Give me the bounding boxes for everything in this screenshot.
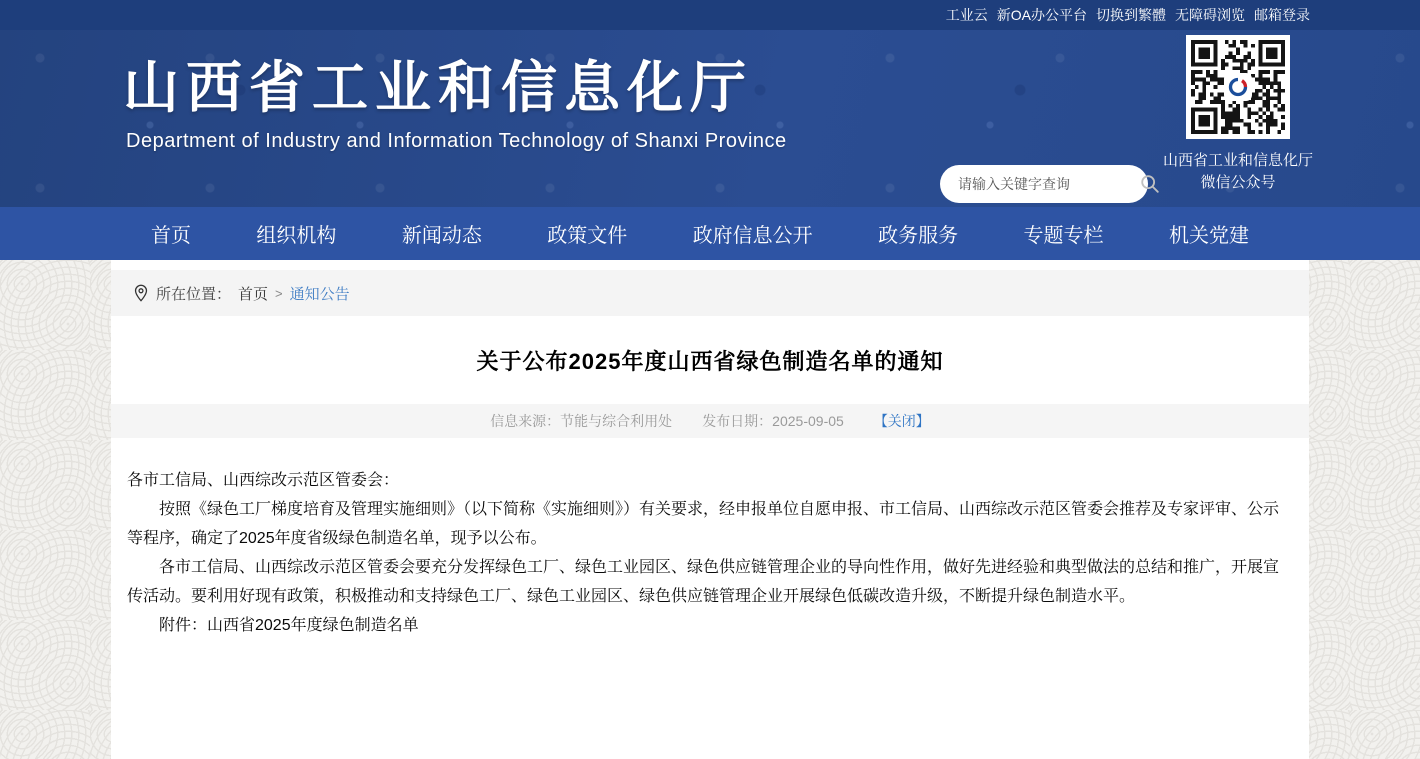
- top-utility-bar: [0, 0, 1420, 30]
- nav-item-news[interactable]: 新闻动态: [401, 225, 482, 247]
- qr-code: [1186, 35, 1290, 139]
- article-date: 发布日期：2025-09-05: [702, 413, 844, 429]
- wechat-qr-block: [1157, 35, 1319, 194]
- topbar-link-accessibility[interactable]: 无障碍浏览: [1175, 7, 1245, 23]
- location-pin-icon: [133, 284, 149, 302]
- breadcrumb: [111, 270, 1309, 316]
- article-title-band: [111, 316, 1309, 404]
- search-icon[interactable]: [1139, 173, 1161, 195]
- site-title: 山西省工业和信息化厅: [123, 56, 753, 119]
- paragraph-1: 按照《绿色工厂梯度培育及管理实施细则》（以下简称《实施细则》）有关要求，经申报单位自愿申报、市工信局、山西综改示范区管委会推荐及专家评审、公示等程序，确定了2025年度省级绿色制造名单，现予以公布。: [127, 501, 1280, 547]
- article-meta: [111, 404, 1309, 438]
- search-input[interactable]: [958, 176, 1139, 192]
- topbar-link-industry-cloud[interactable]: 工业云: [945, 7, 988, 23]
- breadcrumb-separator: >: [275, 285, 283, 301]
- breadcrumb-label: 所在位置：: [156, 285, 232, 303]
- site-subtitle-english: Department of Industry and Information Technology of Shanxi Province: [126, 130, 787, 152]
- article-source: 信息来源：节能与综合利用处: [490, 413, 673, 429]
- paragraph-salutation: 各市工信局、山西综改示范区管委会：: [127, 472, 400, 489]
- topbar-link-mail-login[interactable]: 邮箱登录: [1254, 7, 1310, 23]
- attachment-line: 附件：山西省2025年度绿色制造名单: [159, 617, 419, 634]
- nav-item-gov-info-disclosure[interactable]: 政府信息公开: [692, 225, 813, 247]
- nav-item-organization[interactable]: 组织机构: [256, 225, 337, 247]
- breadcrumb-home-link[interactable]: 首页: [238, 285, 269, 303]
- article-body: [111, 438, 1309, 640]
- close-button[interactable]: 【关闭】: [873, 413, 930, 429]
- article-title: 关于公布2025年度山西省绿色制造名单的通知: [476, 348, 944, 374]
- breadcrumb-current-link[interactable]: 通知公告: [289, 285, 350, 303]
- qr-caption: [1163, 150, 1313, 194]
- content-column: [111, 260, 1309, 759]
- nav-item-special-columns[interactable]: 专题专栏: [1023, 225, 1104, 247]
- topbar-link-oa-platform[interactable]: 新OA办公平台: [996, 7, 1087, 23]
- search-box: [940, 165, 1148, 203]
- topbar-link-traditional-chinese[interactable]: 切换到繁體: [1096, 7, 1166, 23]
- qr-caption-line2: 微信公众号: [1200, 174, 1276, 191]
- nav-item-party-building[interactable]: 机关党建: [1168, 225, 1249, 247]
- paragraph-2: 各市工信局、山西综改示范区管委会要充分发挥绿色工厂、绿色工业园区、绿色供应链管理企业的导向性作用，做好先进经验和典型做法的总结和推广，开展宣传活动。要利用好现有政策，积极推动和支持绿色工厂、绿色工业园区、绿色供应链管理企业开展绿色低碳改造升级，不断提升绿色制造水平。: [127, 559, 1280, 605]
- nav-item-gov-services[interactable]: 政务服务: [878, 225, 959, 247]
- nav-item-home[interactable]: 首页: [151, 225, 191, 247]
- main-area: [0, 260, 1420, 759]
- nav-item-policy-documents[interactable]: 政策文件: [547, 225, 628, 247]
- site-banner: [0, 30, 1420, 207]
- qr-center-logo-icon: [1224, 73, 1252, 101]
- qr-caption-line1: 山西省工业和信息化厅: [1162, 152, 1313, 169]
- main-nav: [0, 207, 1420, 260]
